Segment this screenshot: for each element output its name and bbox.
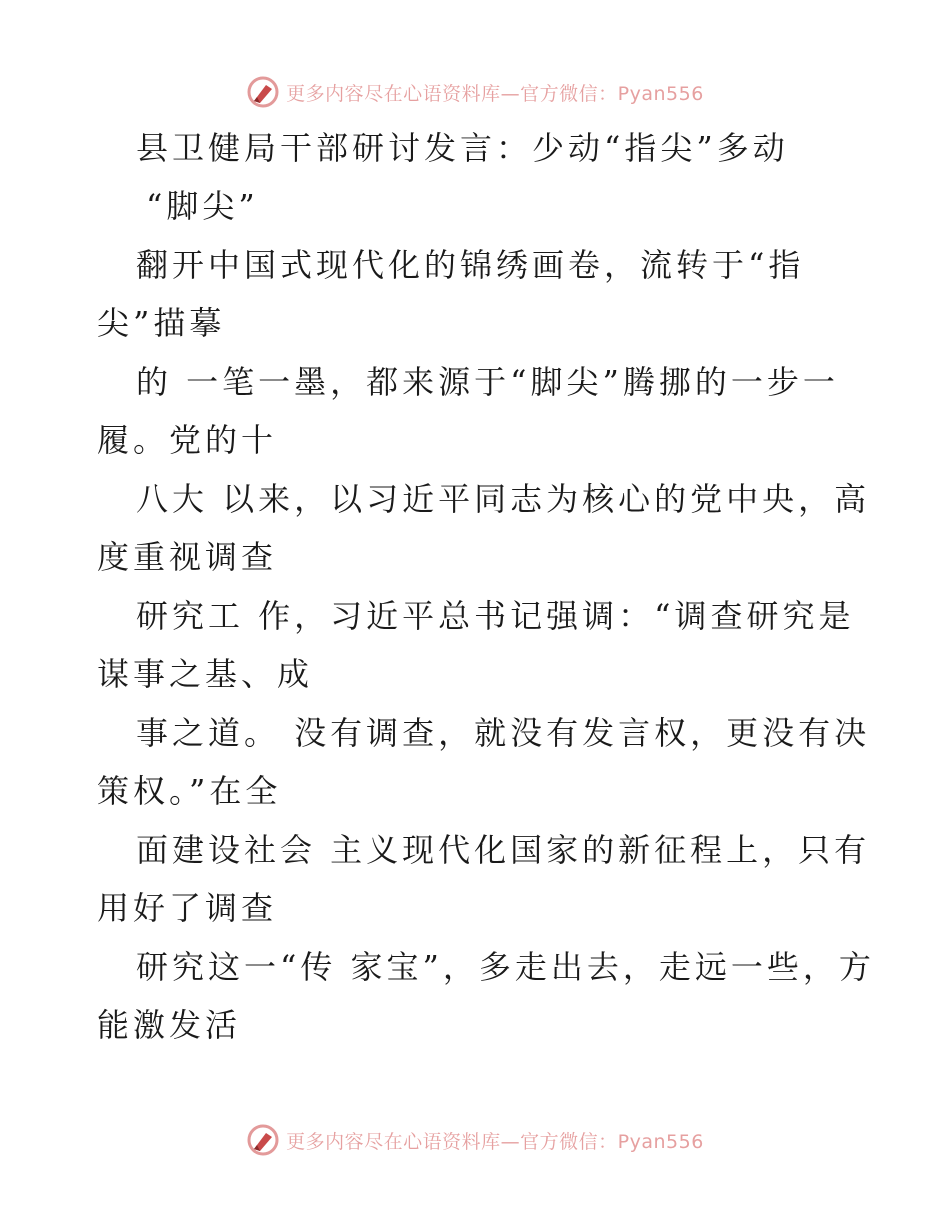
text-line: 能激发活 — [97, 1006, 242, 1044]
pen-nib-logo-icon — [246, 75, 280, 109]
text-line: 八大 以来，以习近平同志为核心的党中央，高 — [136, 480, 871, 518]
footer-watermark — [0, 1120, 950, 1160]
text-line: “脚尖” — [146, 187, 259, 225]
text-line: 研究工 作，习近平总书记强调：“调查研究是 — [136, 597, 855, 635]
text-line: 尖”描摹 — [97, 304, 226, 342]
text-line: 事之道。 没有调查，就没有发言权，更没有决 — [136, 714, 871, 752]
pen-nib-logo-icon — [246, 1123, 280, 1157]
text-line: 的 一笔一墨，都来源于“脚尖”腾挪的一步一 — [136, 363, 839, 401]
text-line: 研究这一“传 家宝”，多走出去，走远一些，方 — [136, 948, 875, 986]
header-watermark — [0, 72, 950, 112]
text-line: 策权。”在全 — [97, 772, 282, 810]
watermark-text: 更多内容尽在心语资料库—官方微信：Pyan556 — [286, 82, 704, 105]
text-line: 度重视调查 — [97, 538, 278, 576]
watermark-text: 更多内容尽在心语资料库—官方微信：Pyan556 — [286, 1130, 704, 1153]
text-line: 县卫健局干部研讨发言：少动“指尖”多动 — [136, 129, 789, 167]
text-line: 翻开中国式现代化的锦绣画卷，流转于“指 — [136, 246, 805, 284]
text-line: 履。党的十 — [97, 421, 278, 459]
text-line: 面建设社会 主义现代化国家的新征程上，只有 — [136, 831, 871, 869]
text-line: 谋事之基、成 — [97, 655, 314, 693]
text-line: 用好了调查 — [97, 889, 278, 927]
